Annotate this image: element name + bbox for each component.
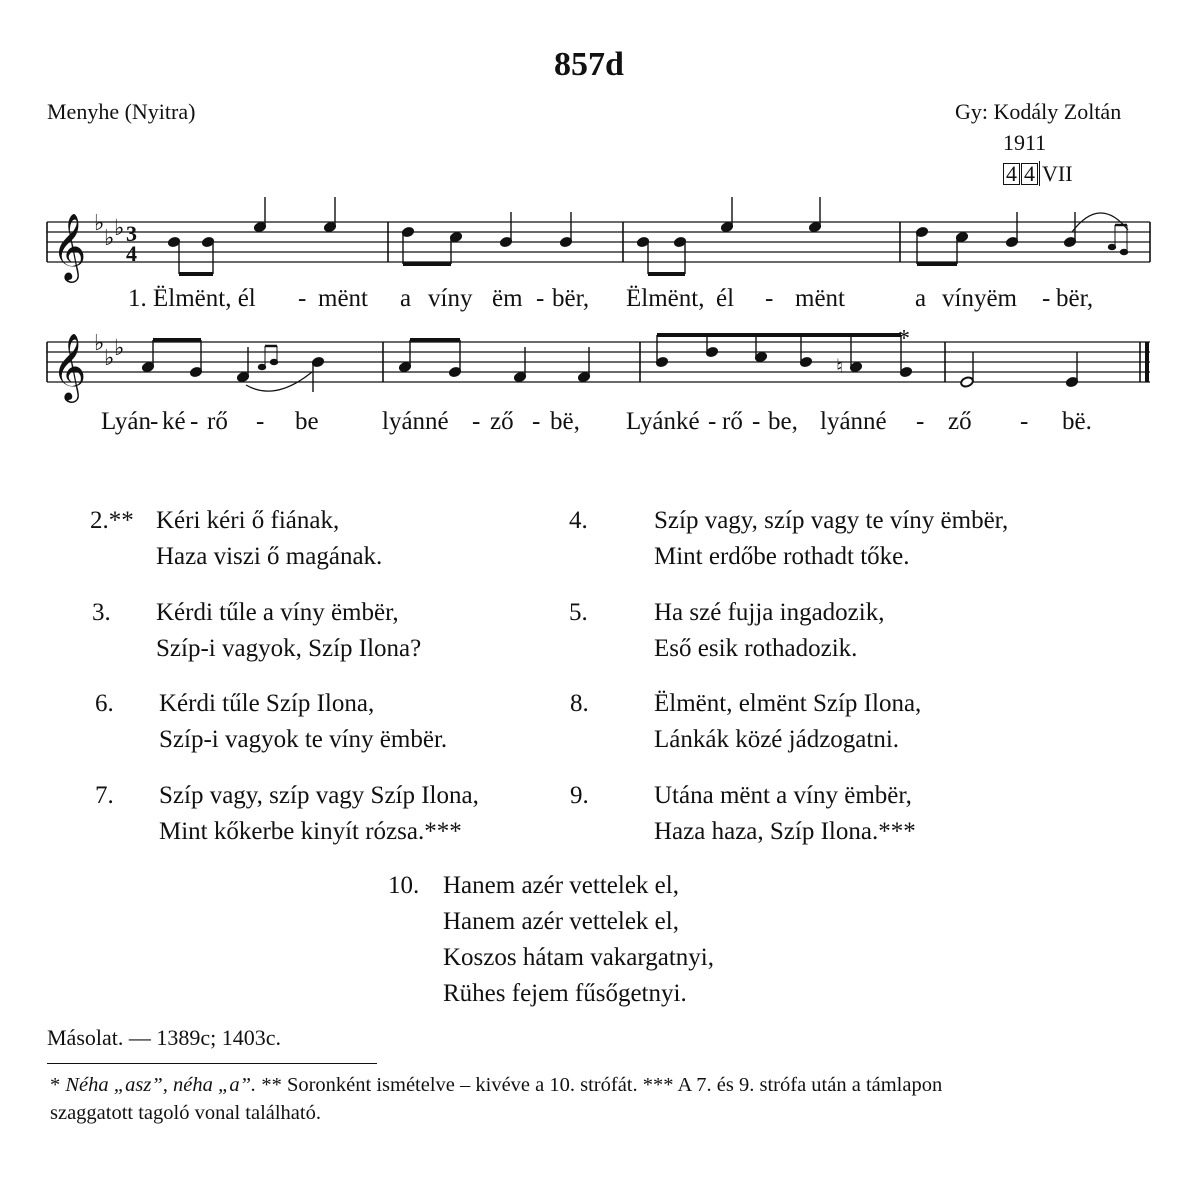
- verse-line: Hanem azér vettelek el,: [443, 872, 679, 899]
- lyric-syllable: -: [1020, 408, 1029, 435]
- verse-line: Kéri kéri ő fiának,: [156, 507, 340, 534]
- lyric-syllable: mënt: [318, 285, 368, 312]
- verse-line: Utána mënt a víny ëmbër,: [654, 782, 912, 809]
- lyric-syllable: -: [256, 408, 265, 435]
- svg-text:♭: ♭: [114, 335, 125, 360]
- class-code-2: 4: [1021, 163, 1038, 185]
- lyric-syllable: -: [532, 408, 541, 435]
- svg-text:♭: ♭: [94, 330, 105, 355]
- lyric-syllable: víny: [428, 285, 473, 312]
- verse-number: 3.: [92, 599, 111, 626]
- tune-number: 857d: [554, 46, 624, 83]
- verse-line: Koszos hátam vakargatnyi,: [443, 944, 714, 971]
- verse-line: Szíp-i vagyok te víny ëmbër.: [159, 726, 448, 753]
- natural-sign-icon: ♮: [836, 356, 844, 378]
- lyric-syllable: lyánné: [820, 408, 887, 435]
- lyric-syllable: bë.: [1062, 408, 1092, 435]
- footnote-line-2: szaggatott tagoló vonal található.: [50, 1102, 321, 1124]
- svg-text:♭: ♭: [94, 210, 105, 235]
- lyric-syllable: bë,: [550, 408, 580, 435]
- svg-text:♭: ♭: [104, 345, 115, 370]
- verse-line: Szíp-i vagyok, Szíp Ilona?: [156, 635, 422, 662]
- verse-line: Mint erdőbe rothadt tőke.: [654, 543, 910, 570]
- lyric-syllable: rő: [207, 408, 228, 435]
- lyric-syllable: -: [472, 408, 481, 435]
- verse-line: Kérdi tűle a víny ëmbër,: [156, 599, 399, 626]
- lyric-syllable: Lyánké: [626, 408, 700, 435]
- footnote-rest: ** Soronként ismételve – kivéve a 10. strófát. *** A 7. és 9. strófa után a támlapon: [256, 1074, 943, 1096]
- lyric-syllable: rő: [722, 408, 743, 435]
- lyric-syllable: Ëlmënt,: [626, 285, 705, 312]
- lyric-syllable: be: [295, 408, 319, 435]
- lyric-syllable: -: [916, 408, 925, 435]
- grace-note: [1109, 244, 1116, 249]
- lyric-syllable: 1. Ëlmënt, él: [128, 285, 256, 312]
- verse-line: Rühes fejem fűsőgetnyi.: [443, 980, 687, 1007]
- lyric-syllable: be,: [768, 408, 798, 435]
- lyric-syllable: a: [400, 285, 412, 312]
- svg-text:♭: ♭: [114, 215, 125, 240]
- lyric-syllable: vínyëm: [942, 285, 1017, 312]
- lyric-syllable: bër,: [552, 285, 590, 312]
- time-signature-top: 3: [126, 221, 137, 246]
- verse-line: Kérdi tűle Szíp Ilona,: [159, 690, 375, 717]
- verse-line: Ha szé fujja ingadozik,: [654, 599, 885, 626]
- verse-line: Haza haza, Szíp Ilona.***: [654, 818, 916, 845]
- lyric-syllable: -: [298, 285, 307, 312]
- verse-line: Mint kőkerbe kinyít rózsa.***: [159, 818, 462, 845]
- lyric-syllable: ké: [162, 408, 186, 435]
- lyric-syllable: -: [150, 408, 159, 435]
- lyric-syllable: -: [752, 408, 761, 435]
- verse-line: Hanem azér vettelek el,: [443, 908, 679, 935]
- collector-label: Gy: Kodály Zoltán: [955, 99, 1122, 124]
- verse-number: 6.: [95, 690, 114, 717]
- footnote: [50, 1071, 942, 1127]
- verse-number: 8.: [570, 690, 589, 717]
- verse-number: 5.: [569, 599, 588, 626]
- verse-number: 2.**: [90, 507, 134, 534]
- footnote-star: *: [50, 1074, 66, 1096]
- asterisk-mark: *: [898, 326, 910, 352]
- verse-line: Ëlmënt, elmënt Szíp Ilona,: [654, 690, 922, 717]
- lyric-syllable: -: [708, 408, 717, 435]
- verse-line: Szíp vagy, szíp vagy Szíp Ilona,: [159, 782, 479, 809]
- lyrics-line-1: [0, 285, 1200, 317]
- class-code-1: 4: [1003, 163, 1020, 185]
- lyric-syllable: -: [190, 408, 199, 435]
- lyric-syllable: él: [716, 285, 735, 312]
- footnote-star-text: Néha „asz”, néha „a”.: [65, 1074, 257, 1096]
- time-signature-bottom: 4: [126, 241, 137, 266]
- place-label: Menyhe (Nyitra): [47, 99, 196, 124]
- lyric-syllable: Lyán: [101, 408, 151, 435]
- verse-number: 10.: [388, 872, 420, 899]
- lyric-syllable: a: [915, 285, 927, 312]
- lyric-syllable: ëm: [492, 285, 523, 312]
- verse-number: 7.: [95, 782, 114, 809]
- verse-line: Eső esik rothadozik.: [654, 635, 858, 662]
- class-roman: VII: [1039, 161, 1073, 186]
- music-score: [0, 0, 1200, 470]
- lyric-syllable: -: [1042, 285, 1051, 312]
- verse-number: 9.: [570, 782, 589, 809]
- grace-note: [1121, 249, 1128, 254]
- grace-note: [271, 359, 278, 364]
- treble-clef-icon: 𝄞: [52, 334, 87, 399]
- lyric-syllable: lyánné: [382, 408, 449, 435]
- verse-number: 4.: [569, 507, 588, 534]
- lyric-syllable: bër,: [1056, 285, 1094, 312]
- lyric-syllable: -: [765, 285, 774, 312]
- note: [960, 376, 974, 388]
- lyric-syllable: -: [536, 285, 545, 312]
- svg-text:♭: ♭: [104, 225, 115, 250]
- verse-line: Lánkák közé jádzogatni.: [654, 726, 900, 753]
- footnote-line-1: [50, 1071, 942, 1099]
- year-label: 1911: [1003, 130, 1047, 155]
- grace-note: [259, 364, 266, 369]
- copies-reference: Másolat. — 1389c; 1403c.: [47, 1025, 282, 1050]
- lyric-syllable: ző: [948, 408, 972, 435]
- treble-clef-icon: 𝄞: [52, 214, 87, 279]
- verse-line: Szíp vagy, szíp vagy te víny ëmbër,: [654, 507, 1009, 534]
- footnote-divider: [47, 1063, 377, 1064]
- lyric-syllable: mënt: [795, 285, 845, 312]
- verse-line: Haza viszi ő magának.: [156, 543, 383, 570]
- lyric-syllable: ző: [490, 408, 514, 435]
- lyrics-line-2: [0, 408, 1200, 440]
